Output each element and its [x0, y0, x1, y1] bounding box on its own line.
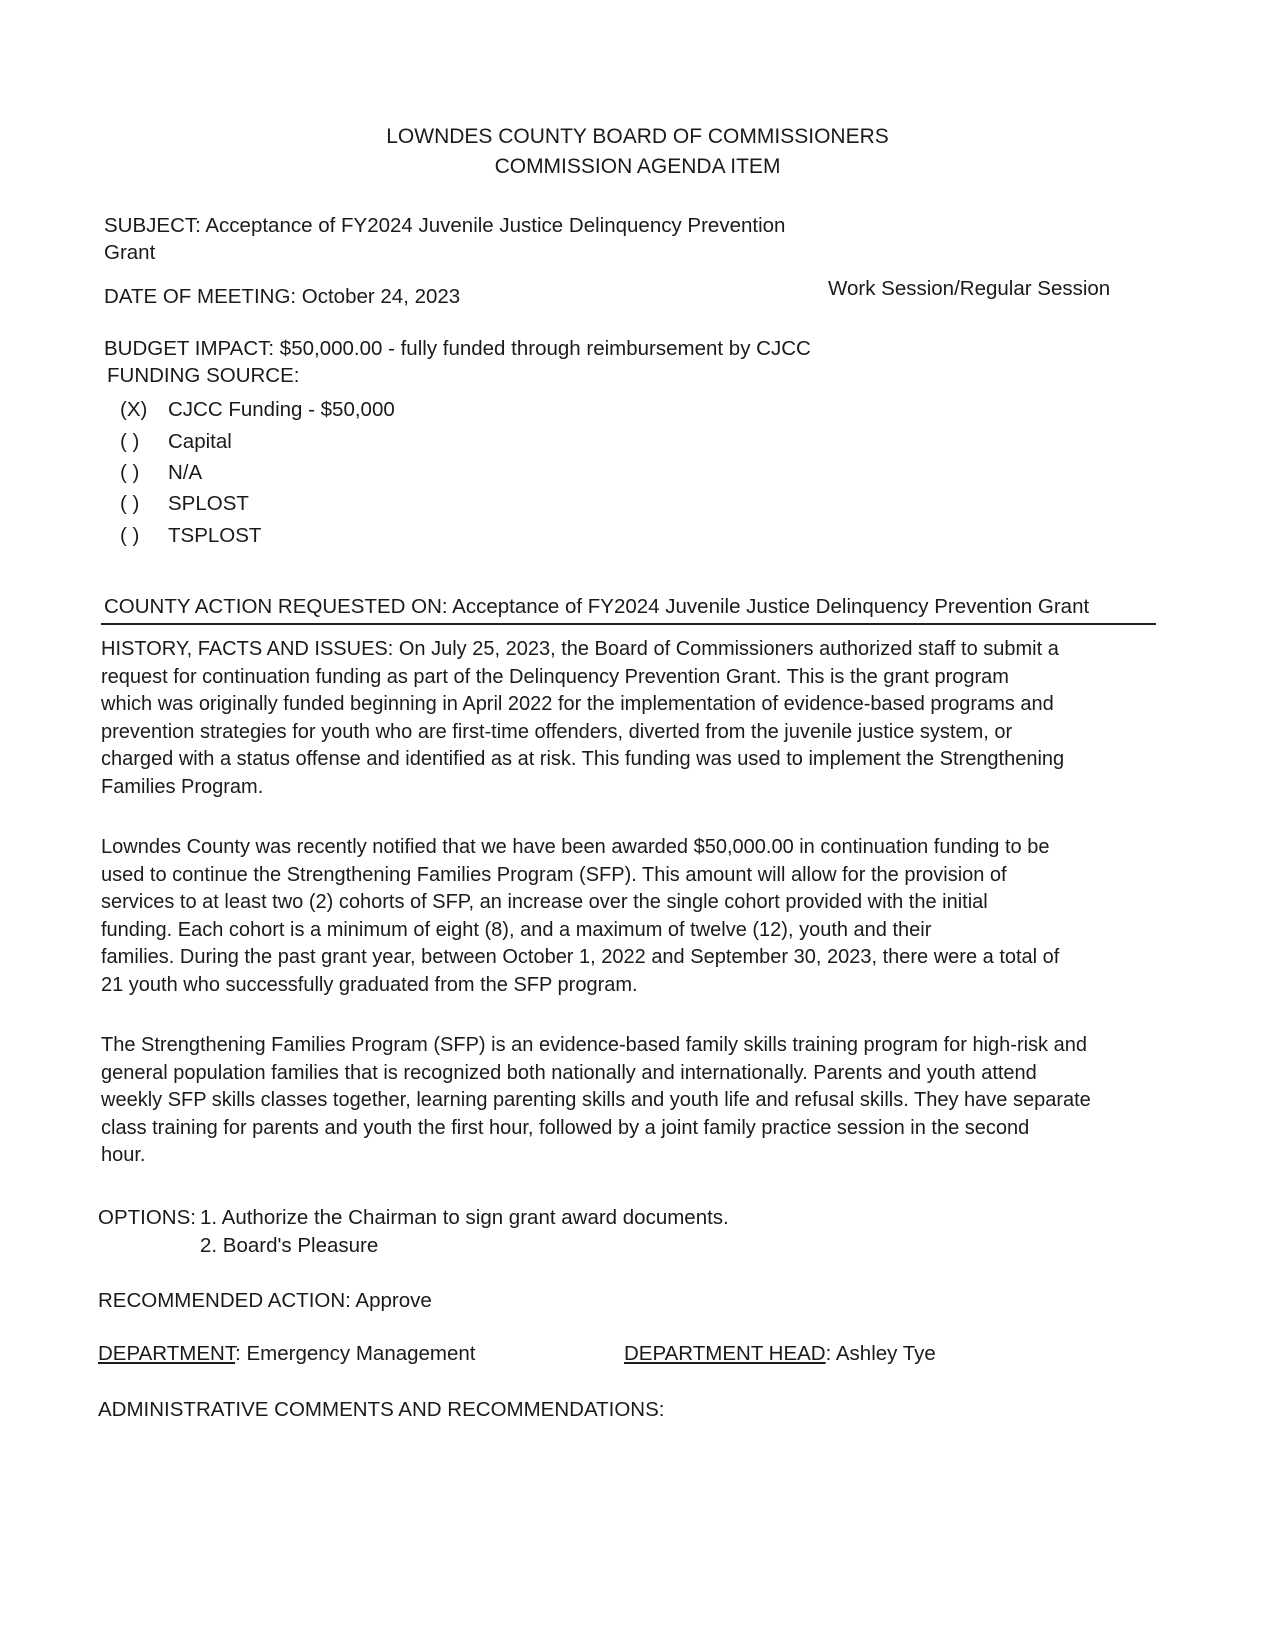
- sfp-line: hour.: [101, 1144, 146, 1167]
- history-line: Families Program.: [101, 775, 264, 798]
- funding-checkbox: ( ): [120, 492, 140, 515]
- section-divider: [101, 623, 1156, 625]
- subject-line-2: Grant: [104, 241, 156, 264]
- funding-checkbox: ( ): [120, 524, 140, 547]
- department: [98, 1340, 476, 1367]
- sfp-line: weekly SFP skills classes together, learning parenting skills and youth life and refusal skills. They have separate: [101, 1089, 1091, 1112]
- sfp-line: class training for parents and youth the first hour, followed by a joint family practice session in the second: [101, 1116, 1030, 1139]
- funding-source-label: FUNDING SOURCE:: [107, 364, 300, 387]
- funding-option-tsplost: [120, 522, 261, 549]
- subject-line-1: SUBJECT: Acceptance of FY2024 Juvenile Justice Delinquency Prevention: [104, 214, 786, 237]
- department-head-label: DEPARTMENT HEAD: [624, 1342, 826, 1365]
- funding-option-cjcc: [120, 396, 395, 423]
- history-line: request for continuation funding as part of the Delinquency Prevention Grant. This is the grant program: [101, 665, 1009, 688]
- award-line: Lowndes County was recently notified that we have been awarded $50,000.00 in continuation funding to be: [101, 836, 1050, 858]
- sfp-line: The Strengthening Families Program (SFP) is an evidence-based family skills training program for high-risk and: [101, 1034, 1087, 1056]
- option-item-2: 2. Board's Pleasure: [200, 1234, 379, 1257]
- history-line: prevention strategies for youth who are first-time offenders, diverted from the juvenile justice system, or: [101, 720, 1013, 743]
- session-type: Work Session/Regular Session: [828, 277, 1111, 300]
- options-label: OPTIONS:: [98, 1206, 196, 1229]
- agenda-item-title: COMMISSION AGENDA ITEM: [494, 155, 781, 178]
- award-paragraph: [101, 834, 1181, 1000]
- county-action-requested: COUNTY ACTION REQUESTED ON: Acceptance of FY2024 Juvenile Justice Delinquency Prevention Grant: [104, 595, 1090, 618]
- recommended-action: RECOMMENDED ACTION: Approve: [98, 1289, 432, 1312]
- funding-option-label: Capital: [168, 430, 232, 453]
- award-line: services to at least two (2) cohorts of SFP, an increase over the single cohort provided with the initial: [101, 891, 988, 914]
- sfp-paragraph: [101, 1032, 1181, 1170]
- history-paragraph: [101, 636, 1181, 802]
- department-head-value: : Ashley Tye: [825, 1342, 936, 1365]
- department-head: [624, 1340, 936, 1367]
- history-line: charged with a status offense and identified as at risk. This funding was used to implement the Strengthening: [101, 748, 1065, 771]
- history-line: which was originally funded beginning in April 2022 for the implementation of evidence-based programs and: [101, 693, 1054, 716]
- award-line: funding. Each cohort is a minimum of eight (8), and a maximum of twelve (12), youth and their: [101, 918, 932, 941]
- option-item-1: 1. Authorize the Chairman to sign grant award documents.: [200, 1206, 729, 1229]
- funding-option-label: N/A: [168, 461, 203, 484]
- award-line: families. During the past grant year, between October 1, 2022 and September 30, 2023, there were a total of: [101, 946, 1060, 969]
- funding-checkbox: ( ): [120, 461, 140, 484]
- history-line: HISTORY, FACTS AND ISSUES: On July 25, 2023, the Board of Commissioners authorized staff to submit a: [101, 638, 1059, 660]
- funding-option-label: CJCC Funding - $50,000: [168, 398, 395, 421]
- meeting-date: DATE OF MEETING: October 24, 2023: [104, 285, 461, 308]
- funding-option-label: SPLOST: [168, 492, 249, 515]
- budget-impact: BUDGET IMPACT: $50,000.00 - fully funded through reimbursement by CJCC: [104, 337, 811, 360]
- department-value: : Emergency Management: [235, 1342, 476, 1365]
- funding-checkbox: ( ): [120, 430, 140, 453]
- funding-option-label: TSPLOST: [168, 524, 262, 547]
- funding-option-splost: [120, 490, 249, 517]
- funding-checkbox-checked: (X): [120, 398, 148, 421]
- award-line: 21 youth who successfully graduated from the SFP program.: [101, 973, 638, 996]
- department-label: DEPARTMENT: [98, 1342, 236, 1365]
- award-line: used to continue the Strengthening Families Program (SFP). This amount will allow for the provision of: [101, 863, 1007, 886]
- administrative-comments: ADMINISTRATIVE COMMENTS AND RECOMMENDATIONS:: [98, 1398, 665, 1421]
- board-title: LOWNDES COUNTY BOARD OF COMMISSIONERS: [386, 125, 889, 148]
- sfp-line: general population families that is recognized both nationally and internationally. Parents and youth attend: [101, 1061, 1037, 1084]
- funding-option-capital: [120, 428, 232, 455]
- funding-option-na: [120, 459, 202, 486]
